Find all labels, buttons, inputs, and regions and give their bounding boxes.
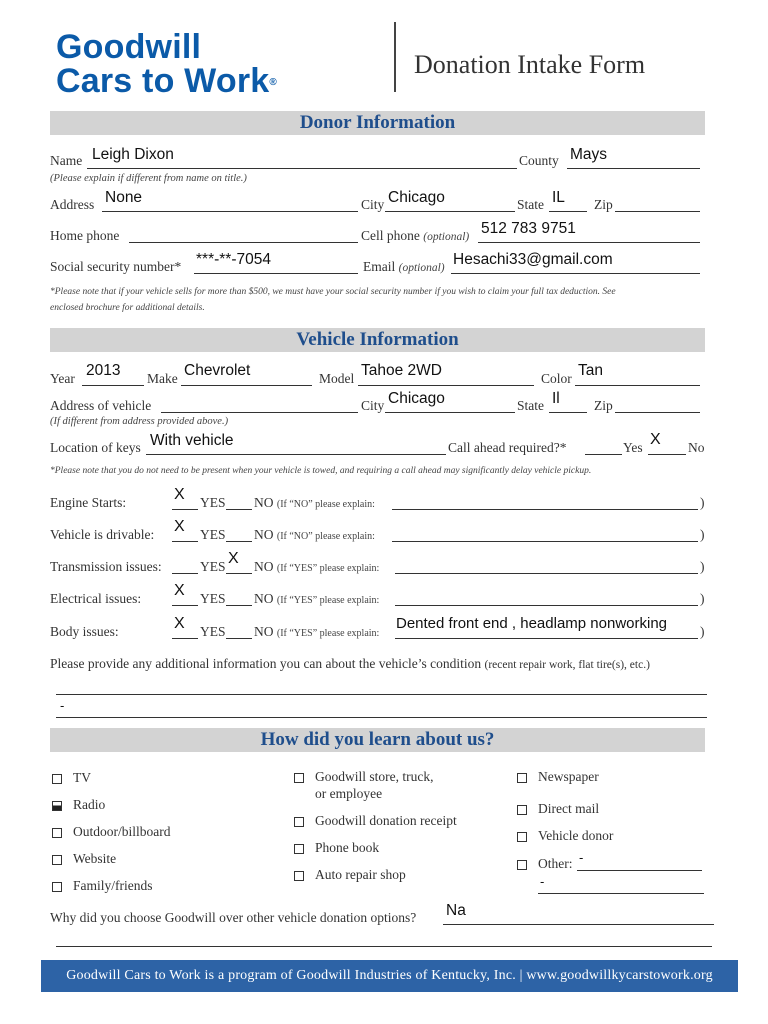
electrical-yes-mark[interactable]: X [174, 582, 185, 599]
drivable-yes-label: YES [200, 527, 226, 542]
call-ahead-label: Call ahead required?* [448, 440, 567, 455]
engine-no-blank[interactable] [226, 509, 252, 510]
drivable-no-label: NO (If “NO” please explain: [254, 527, 375, 542]
website-label: Website [73, 851, 117, 866]
direct-mail-label: Direct mail [538, 801, 600, 816]
call-ahead-yes-blank[interactable] [585, 454, 622, 455]
color-line [575, 385, 700, 386]
body-yes-label: YES [200, 624, 226, 639]
ssn-field[interactable]: ***-**-7054 [196, 251, 271, 268]
keys-field[interactable]: With vehicle [150, 432, 234, 449]
address-label: Address [50, 197, 95, 212]
engine-yes-label: YES [200, 495, 226, 510]
logo-line-2: Cars to Work® [56, 62, 277, 100]
make-label: Make [147, 371, 178, 386]
vehicle-city-line [385, 412, 515, 413]
other-label: Other: [538, 856, 573, 871]
email-field[interactable]: Hesachi33@gmail.com [453, 251, 613, 268]
county-line [567, 168, 700, 169]
drivable-label: Vehicle is drivable: [50, 527, 155, 542]
transmission-yes-label: YES [200, 559, 226, 574]
keys-label: Location of keys [50, 440, 141, 455]
cell-phone-line [478, 242, 700, 243]
transmission-close-paren: ) [700, 559, 705, 574]
body-no-label: NO (If “YES” please explain: [254, 624, 380, 639]
ssn-line [194, 273, 358, 274]
other-field-2[interactable]: - [540, 874, 545, 889]
vehicle-state-line [549, 412, 587, 413]
zip-field[interactable] [615, 211, 700, 212]
direct-mail-checkbox[interactable] [517, 805, 527, 815]
make-field[interactable]: Chevrolet [184, 362, 251, 379]
name-note: (Please explain if different from name on title.) [50, 173, 247, 184]
drivable-yes-blank[interactable] [172, 541, 198, 542]
electrical-no-label: NO (If “YES” please explain: [254, 591, 380, 606]
name-line [87, 168, 517, 169]
outdoor-billboard-label: Outdoor/billboard [73, 824, 171, 839]
other-line-1 [577, 870, 702, 871]
form-title: Donation Intake Form [414, 50, 646, 79]
goodwill-store-label: Goodwill store, truck, [315, 769, 434, 784]
other-checkbox[interactable] [517, 860, 527, 870]
engine-yes-blank[interactable] [172, 509, 198, 510]
phone-book-checkbox[interactable] [294, 844, 304, 854]
transmission-explain-field[interactable] [395, 573, 698, 574]
phone-book-label: Phone book [315, 840, 380, 855]
website-checkbox[interactable] [52, 855, 62, 865]
engine-explain-field[interactable] [392, 509, 698, 510]
electrical-no-blank[interactable] [226, 605, 252, 606]
year-field[interactable]: 2013 [86, 362, 121, 379]
city-label: City [361, 197, 385, 212]
call-ahead-no-blank[interactable] [648, 454, 686, 455]
vehicle-city-label: City [361, 398, 385, 413]
county-field[interactable]: Mays [570, 146, 608, 163]
ssn-note: *Please note that if your vehicle sells for more than $500, we must have your social security number if you wish to claim your full tax deduction. See enclosed brochure for additional details. [50, 287, 616, 313]
tow-note: *Please note that you do not need to be present when your vehicle is towed, and requiring a call ahead may significantly delay vehicle pickup. [50, 466, 592, 476]
auto-repair-label: Auto repair shop [315, 867, 406, 882]
footer-banner: Goodwill Cars to Work is a program of Goodwill Industries of Kentucky, Inc. | www.goodwillkycarstowork.org [41, 960, 738, 992]
engine-yes-mark[interactable]: X [174, 486, 185, 503]
header-divider [394, 22, 396, 92]
electrical-yes-label: YES [200, 591, 226, 606]
model-label: Model [319, 371, 355, 386]
body-close-paren: ) [700, 624, 705, 639]
address-line [102, 211, 358, 212]
other-line-2 [538, 893, 704, 894]
state-field[interactable]: IL [552, 189, 565, 206]
body-yes-mark[interactable]: X [174, 615, 185, 632]
why-goodwill-field[interactable]: Na [446, 902, 466, 919]
radio-checkbox[interactable] [52, 801, 62, 811]
why-goodwill-line [443, 924, 714, 925]
electrical-explain-field[interactable] [395, 605, 698, 606]
electrical-close-paren: ) [700, 591, 705, 606]
vehicle-address-field[interactable] [161, 412, 358, 413]
model-field[interactable]: Tahoe 2WD [361, 362, 442, 379]
body-no-blank[interactable] [226, 638, 252, 639]
vehicle-city-field[interactable]: Chicago [388, 390, 445, 407]
model-line [358, 385, 534, 386]
body-explain-line [395, 638, 698, 639]
call-ahead-no-label: No [688, 440, 705, 455]
email-label: Email (optional) [363, 259, 445, 274]
additional-info-line-2[interactable] [56, 717, 707, 718]
cell-phone-field[interactable]: 512 783 9751 [481, 220, 576, 237]
cell-phone-label: Cell phone (optional) [361, 228, 470, 243]
vehicle-state-label: State [517, 398, 544, 413]
drivable-close-paren: ) [700, 527, 705, 542]
electrical-yes-blank[interactable] [172, 605, 198, 606]
other-field-1[interactable]: - [579, 850, 584, 865]
color-label: Color [541, 371, 572, 386]
electrical-label: Electrical issues: [50, 591, 142, 606]
drivable-yes-mark[interactable]: X [174, 518, 185, 535]
call-ahead-mark[interactable]: X [650, 431, 661, 448]
engine-close-paren: ) [700, 495, 705, 510]
email-line [451, 273, 700, 274]
call-ahead-yes-label: Yes [623, 440, 643, 455]
address-field[interactable]: None [105, 189, 143, 206]
body-explain-field[interactable]: Dented front end , headlamp nonworking [396, 615, 668, 632]
why-goodwill-label: Why did you choose Goodwill over other vehicle donation options? [50, 910, 417, 925]
newspaper-label: Newspaper [538, 769, 599, 784]
engine-label: Engine Starts: [50, 495, 127, 510]
donation-receipt-label: Goodwill donation receipt [315, 813, 457, 828]
county-label: County [519, 153, 559, 168]
additional-info-field[interactable]: - [60, 698, 65, 713]
vehicle-donor-label: Vehicle donor [538, 828, 614, 843]
why-goodwill-line-2[interactable] [56, 946, 712, 947]
make-line [181, 385, 312, 386]
drivable-explain-field[interactable] [392, 541, 698, 542]
vehicle-address-note: (If different from address provided above.) [50, 416, 229, 427]
body-label: Body issues: [50, 624, 119, 639]
family-friends-checkbox[interactable] [52, 882, 62, 892]
additional-info-label: Please provide any additional information you can about the vehicle’s condition (recent repair work, flat tire(s), etc.) [50, 656, 650, 671]
state-label: State [517, 197, 544, 212]
additional-info-line-1[interactable] [56, 694, 707, 695]
home-phone-field[interactable] [129, 242, 358, 243]
zip-label: Zip [594, 197, 613, 212]
state-line [549, 211, 587, 212]
transmission-no-label: NO (If “YES” please explain: [254, 559, 380, 574]
logo [56, 30, 277, 98]
vehicle-section-title: Vehicle Information [50, 328, 705, 352]
body-yes-blank[interactable] [172, 638, 198, 639]
transmission-no-mark[interactable]: X [228, 550, 239, 567]
year-line [82, 385, 144, 386]
name-field[interactable]: Leigh Dixon [92, 146, 174, 163]
year-label: Year [50, 371, 75, 386]
radio-label: Radio [73, 797, 106, 812]
vehicle-address-label: Address of vehicle [50, 398, 152, 413]
city-line [385, 211, 515, 212]
donor-section-title: Donor Information [50, 111, 705, 135]
newspaper-checkbox[interactable] [517, 773, 527, 783]
transmission-yes-blank[interactable] [172, 573, 198, 574]
auto-repair-checkbox[interactable] [294, 871, 304, 881]
name-label: Name [50, 153, 83, 168]
vehicle-donor-checkbox[interactable] [517, 832, 527, 842]
donation-receipt-checkbox[interactable] [294, 817, 304, 827]
ssn-label: Social security number* [50, 259, 182, 274]
vehicle-zip-label: Zip [594, 398, 613, 413]
drivable-no-blank[interactable] [226, 541, 252, 542]
goodwill-store-checkbox[interactable] [294, 773, 304, 783]
engine-no-label: NO (If “NO” please explain: [254, 495, 375, 510]
tv-checkbox[interactable] [52, 774, 62, 784]
transmission-label: Transmission issues: [50, 559, 162, 574]
logo-line-1: Goodwill [56, 28, 202, 66]
outdoor-billboard-checkbox[interactable] [52, 828, 62, 838]
transmission-no-blank[interactable] [226, 573, 252, 574]
tv-label: TV [73, 770, 91, 785]
city-field[interactable]: Chicago [388, 189, 445, 206]
learn-section-title: How did you learn about us? [50, 728, 705, 752]
vehicle-state-field[interactable]: Il [552, 390, 560, 407]
home-phone-label: Home phone [50, 228, 120, 243]
vehicle-zip-field[interactable] [615, 412, 700, 413]
family-friends-label: Family/friends [73, 878, 153, 893]
keys-line [146, 454, 446, 455]
goodwill-store-label-2: or employee [315, 786, 383, 801]
color-field[interactable]: Tan [578, 362, 603, 379]
